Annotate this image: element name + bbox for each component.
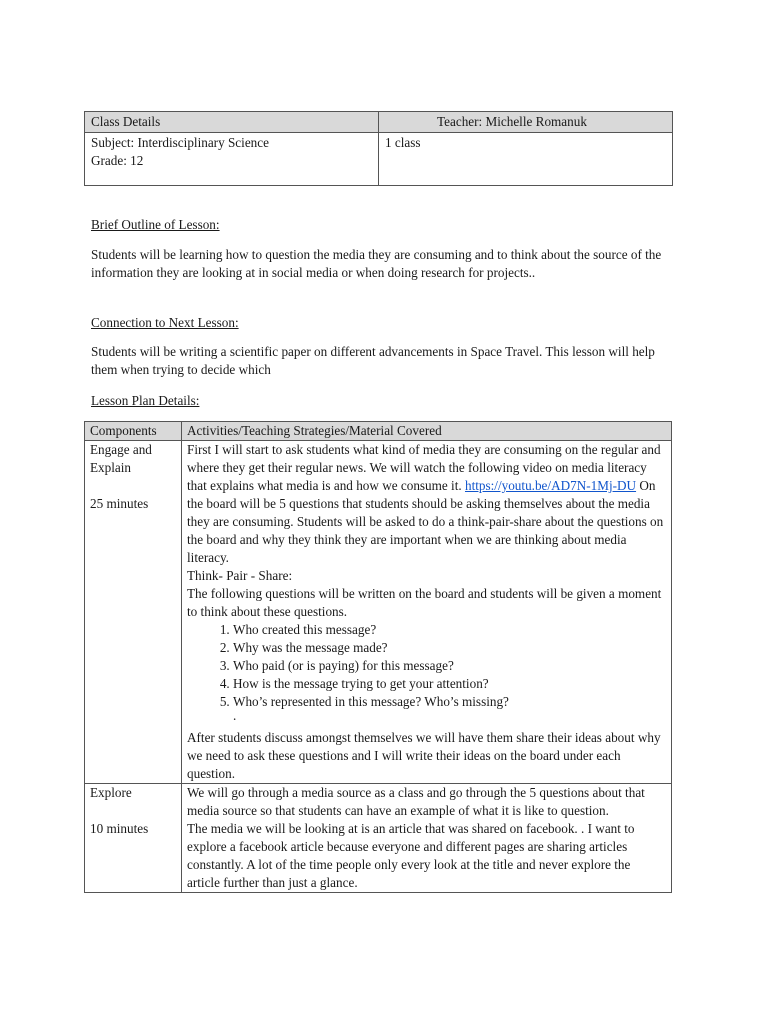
duration-cell: 1 class bbox=[379, 133, 673, 186]
teacher-name: Teacher: Michelle Romanuk bbox=[379, 112, 673, 133]
explore-text-1: We will go through a media source as a class and go through the 5 questions about that media source so that students can have an example of what it is like to question. bbox=[187, 785, 645, 818]
question-list bbox=[187, 621, 666, 711]
tps-text: The following questions will be written on the board and students will be given a moment to think about these questions. bbox=[187, 586, 662, 619]
table-row bbox=[85, 784, 672, 893]
component-time: 10 minutes bbox=[90, 821, 149, 836]
class-details-heading: Class Details bbox=[85, 112, 379, 133]
subject-grade-cell bbox=[85, 133, 379, 186]
list-item: 3. Who paid (or is paying) for this message? bbox=[233, 657, 666, 675]
activity-intro bbox=[187, 441, 666, 567]
component-name: Engage and Explain bbox=[90, 442, 152, 475]
connection-text: Students will be writing a scientific paper on different advancements in Space Travel. This lesson will help them when trying to decide which bbox=[91, 344, 655, 377]
activity-cell bbox=[182, 441, 672, 784]
brief-outline-title: Brief Outline of Lesson: bbox=[91, 217, 220, 232]
class-details-body-row bbox=[85, 133, 673, 186]
lesson-plan-table bbox=[84, 421, 672, 893]
connection-title: Connection to Next Lesson: bbox=[91, 315, 239, 330]
list-item: 5. Who’s represented in this message? Who’s missing? bbox=[233, 693, 666, 711]
activity-cell bbox=[182, 784, 672, 893]
after-link-text: On the board will be 5 questions that students should be asking themselves about the media they are consuming. Students will be asked to do a think-pair-share about the questions on the board and why they think they are important when we are thinking about media literacy. bbox=[187, 478, 664, 565]
closing-text: After students discuss amongst themselves we will have them share their ideas about why we need to ask these questions and I will write their ideas on the board under each question. bbox=[187, 730, 661, 781]
brief-outline-text: Students will be learning how to question the media they are consuming and to think about the source of the information they are looking at in social media or when doing research for projects.. bbox=[91, 247, 662, 280]
video-link[interactable]: https://youtu.be/AD7N-1Mj-DU bbox=[464, 478, 637, 493]
list-item: 1. Who created this message? bbox=[233, 621, 666, 639]
class-details-table bbox=[84, 111, 673, 186]
grade-text: Grade: 12 bbox=[91, 153, 144, 168]
component-cell bbox=[85, 784, 182, 893]
component-time: 25 minutes bbox=[90, 496, 149, 511]
component-cell bbox=[85, 441, 182, 784]
component-name: Explore bbox=[90, 785, 132, 800]
class-details-header-row bbox=[85, 112, 673, 133]
lesson-plan-title: Lesson Plan Details: bbox=[91, 393, 200, 408]
tps-label: Think- Pair - Share: bbox=[187, 568, 293, 583]
list-item: 2. Why was the message made? bbox=[233, 639, 666, 657]
table-row bbox=[85, 441, 672, 784]
intro-text: First I will start to ask students what kind of media they are consuming on the regular and where they get their regular news. We will watch the following video on media literacy that explains what media is and how we consume it. bbox=[187, 442, 661, 493]
list-item: 4. How is the message trying to get your attention? bbox=[233, 675, 666, 693]
stray-dot: . bbox=[233, 708, 237, 723]
activities-header: Activities/Teaching Strategies/Material Covered bbox=[182, 422, 672, 441]
explore-text-2: The media we will be looking at is an article that was shared on facebook. . I want to explore a facebook article because everyone and different pages are sharing articles constantly. A lot of the time people only every look at the title and never explore the article further than just a glance. bbox=[187, 821, 635, 890]
lesson-plan-header-row bbox=[85, 422, 672, 441]
components-header: Components bbox=[85, 422, 182, 441]
subject-text: Subject: Interdisciplinary Science bbox=[91, 135, 269, 150]
